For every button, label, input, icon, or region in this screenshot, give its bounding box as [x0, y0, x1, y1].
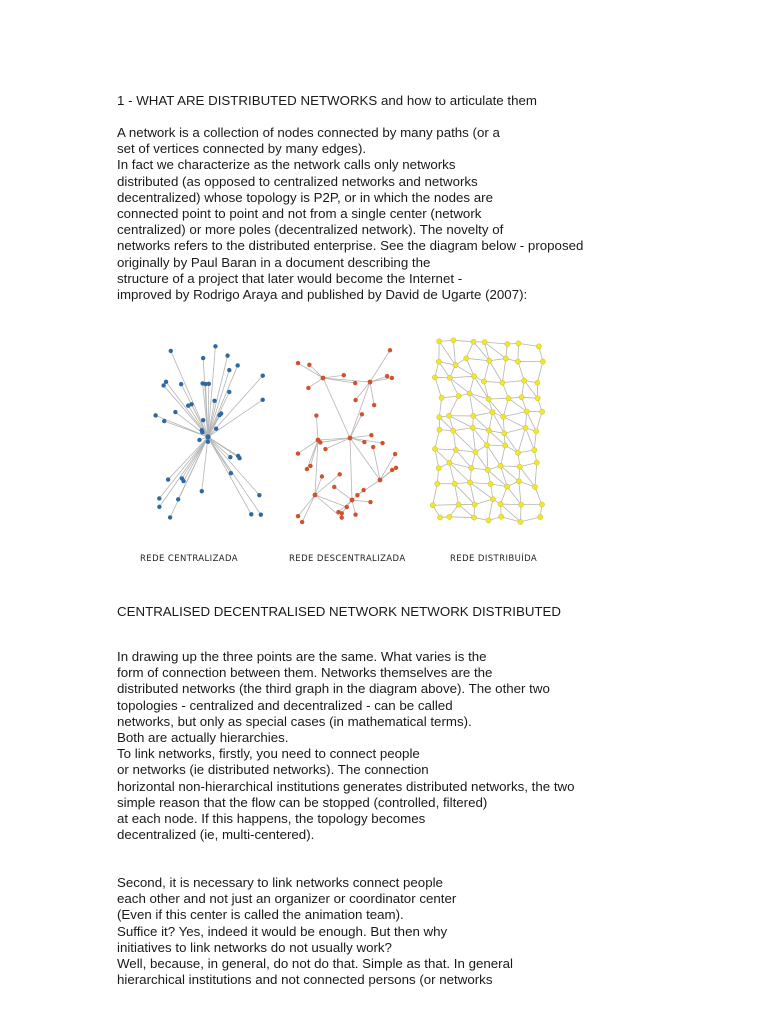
network-edge: [208, 437, 231, 473]
network-node: [353, 381, 357, 385]
network-node: [437, 427, 442, 432]
network-edge: [449, 463, 470, 483]
network-node: [360, 412, 364, 416]
network-node: [180, 476, 184, 480]
text-line: Well, because, in general, do not do that. Simple as that. In general: [117, 955, 513, 971]
network-edge: [487, 445, 488, 470]
network-node: [501, 414, 506, 419]
network-node: [518, 502, 523, 507]
network-node: [470, 425, 475, 430]
label-centralized: REDE CENTRALIZADA: [140, 554, 239, 564]
network-node: [168, 515, 172, 519]
network-node: [340, 515, 344, 519]
figure-caption: CENTRALISED DECENTRALISED NETWORK NETWORK DISTRIBUTED: [117, 604, 562, 619]
network-node: [540, 359, 545, 364]
network-node: [453, 362, 458, 367]
network-node: [393, 452, 397, 456]
network-edge: [459, 505, 474, 518]
network-node: [430, 503, 435, 508]
network-edge: [489, 499, 493, 520]
network-node: [438, 515, 443, 520]
network-node: [498, 463, 503, 468]
network-edge: [485, 342, 508, 344]
network-node: [506, 396, 511, 401]
network-node: [336, 510, 340, 514]
network-edge: [503, 417, 525, 428]
network-edge: [475, 452, 487, 470]
text-line: topologies - centralized and decentralized - can be called: [117, 697, 453, 713]
text-line: set of vertices connected by many edges).: [117, 141, 367, 157]
network-node: [498, 501, 503, 506]
network-node: [436, 359, 441, 364]
network-node: [515, 450, 520, 455]
network-node: [516, 479, 521, 484]
network-edge: [208, 437, 238, 456]
network-node: [524, 409, 529, 414]
network-node: [394, 466, 398, 470]
network-node: [447, 413, 452, 418]
network-node: [313, 493, 318, 498]
network-node: [259, 512, 263, 516]
text-line: networks refers to the distributed enterprise. See the diagram below - proposed: [117, 238, 584, 254]
network-node: [452, 481, 457, 486]
network-edge: [308, 378, 323, 388]
network-edge: [350, 438, 352, 500]
network-edge: [323, 378, 350, 438]
network-node: [486, 518, 491, 523]
network-edge: [208, 437, 259, 495]
network-edge: [435, 449, 456, 450]
network-edge: [449, 416, 473, 428]
network-node: [503, 356, 508, 361]
network-edge: [473, 428, 487, 445]
text-line: decentralized) whose topology is P2P, or in which the nodes are: [117, 189, 493, 205]
network-node: [353, 398, 357, 402]
network-edge: [350, 382, 370, 438]
network-node: [447, 375, 452, 380]
network-node: [355, 493, 359, 497]
network-edge: [380, 454, 395, 480]
network-node: [471, 413, 476, 418]
network-node: [517, 464, 522, 469]
network-edge: [435, 377, 442, 397]
network-node: [236, 454, 240, 458]
network-node: [229, 471, 233, 475]
body-paragraph-2: [117, 875, 513, 988]
network-node: [345, 505, 349, 509]
network-node: [308, 464, 312, 468]
network-edge: [433, 505, 459, 506]
network-edge: [537, 362, 542, 383]
network-node: [369, 433, 373, 437]
network-edge: [518, 343, 538, 346]
text-line: distributed (as opposed to centralized networks and networks: [117, 173, 478, 189]
network-node: [502, 431, 507, 436]
network-node: [320, 474, 324, 478]
network-edge: [208, 400, 263, 437]
network-node: [214, 427, 218, 431]
text-line: connected point to point and not from a single center (network: [117, 205, 482, 221]
network-node: [169, 349, 173, 353]
network-node: [432, 446, 437, 451]
network-node: [362, 440, 366, 444]
network-node: [201, 356, 205, 360]
network-node: [503, 443, 508, 448]
text-line: at each node. If this happens, the topology becomes: [117, 810, 426, 826]
network-node: [490, 410, 495, 415]
network-edge: [502, 381, 524, 383]
network-node: [471, 339, 476, 344]
network-node: [157, 496, 161, 500]
network-node: [432, 375, 437, 380]
network-node: [227, 390, 231, 394]
network-node: [447, 514, 452, 519]
network-edge: [453, 340, 455, 365]
network-node: [166, 477, 170, 481]
network-node: [484, 443, 489, 448]
network-node: [316, 438, 321, 443]
network-edge: [536, 412, 542, 432]
network-node: [532, 448, 537, 453]
network-node: [186, 403, 190, 407]
network-node: [515, 359, 520, 364]
network-edge: [352, 500, 371, 502]
network-node: [451, 338, 456, 343]
network-node: [522, 378, 527, 383]
network-node: [212, 399, 216, 403]
text-line: centralized) or more poles (decentralized network). The novelty of: [117, 222, 504, 238]
network-node: [485, 467, 490, 472]
network-edge: [315, 495, 342, 518]
network-node: [342, 373, 346, 377]
network-edge: [208, 370, 229, 437]
network-node: [456, 502, 461, 507]
label-distributed: REDE DISTRIBUÍDA: [450, 554, 538, 564]
text-line: Second, it is necessary to link networks connect people: [117, 875, 443, 890]
section-heading: 1 - WHAT ARE DISTRIBUTED NETWORKS and how to articulate them: [117, 93, 537, 108]
network-edge: [502, 359, 505, 383]
network-node: [473, 450, 478, 455]
text-line: simple reason that the flow can be stopped (controlled, filtered): [117, 794, 488, 810]
network-node: [157, 505, 161, 509]
body-paragraph-1: [117, 649, 575, 843]
network-edge: [208, 437, 261, 515]
network-node: [162, 419, 166, 423]
network-edge: [323, 375, 344, 378]
network-edge: [439, 362, 450, 378]
network-edge: [350, 435, 371, 438]
network-edge: [489, 361, 502, 383]
network-node: [482, 340, 487, 345]
text-line: (Even if this center is called the animation team).: [117, 907, 404, 923]
text-line: To link networks, firstly, you need to connect people: [117, 746, 420, 762]
text-line: structure of a project that later would become the Internet -: [117, 270, 463, 286]
network-edge: [453, 340, 473, 341]
network-node: [307, 363, 311, 367]
network-topology-figure: [140, 330, 560, 575]
network-node: [390, 468, 394, 472]
network-node: [390, 376, 394, 380]
network-node: [535, 396, 540, 401]
network-edge: [525, 428, 534, 450]
network-node: [488, 481, 493, 486]
network-node: [164, 380, 168, 384]
network-node: [197, 438, 201, 442]
network-node: [203, 382, 207, 386]
network-edge: [453, 431, 456, 450]
network-node: [456, 393, 461, 398]
network-node: [464, 356, 469, 361]
network-node: [161, 383, 165, 387]
network-node: [205, 434, 210, 439]
network-edge: [475, 499, 493, 504]
network-node: [371, 445, 375, 449]
network-node: [372, 403, 376, 407]
text-line: A network is a collection of nodes connected by many paths (or a: [117, 125, 500, 140]
network-node: [539, 502, 544, 507]
network-node: [206, 440, 210, 444]
network-edge: [501, 466, 520, 467]
network-node: [516, 341, 521, 346]
text-line: In fact we characterize as the network calls only networks: [117, 157, 456, 173]
network-node: [435, 481, 440, 486]
network-edge: [370, 382, 374, 405]
network-edge: [466, 358, 489, 360]
network-edge: [449, 396, 458, 416]
network-node: [361, 488, 365, 492]
network-edge: [518, 428, 525, 453]
network-edge: [456, 450, 472, 468]
network-node: [201, 418, 205, 422]
network-edge: [503, 398, 508, 416]
network-edge: [501, 504, 521, 505]
network-node: [225, 353, 229, 357]
text-line: form of connection between them. Networks themselves are the: [117, 665, 493, 681]
network-node: [228, 455, 232, 459]
network-edge: [356, 382, 370, 400]
network-node: [439, 395, 444, 400]
network-edge: [450, 378, 470, 394]
network-node: [436, 466, 441, 471]
network-node: [447, 460, 452, 465]
network-node: [532, 484, 537, 489]
network-node: [305, 467, 309, 471]
network-node: [504, 484, 509, 489]
network-node: [300, 520, 304, 524]
network-node: [249, 512, 253, 516]
network-node: [261, 373, 265, 377]
network-edge: [159, 437, 208, 507]
network-node: [535, 380, 540, 385]
network-node: [487, 358, 492, 363]
text-line: initiatives to link networks do not usually work?: [117, 939, 392, 955]
network-node: [296, 361, 300, 365]
network-node: [534, 429, 539, 434]
network-node: [378, 478, 383, 483]
text-line: originally by Paul Baran in a document describing the: [117, 254, 431, 270]
text-line: Both are actually hierarchies.: [117, 729, 289, 745]
network-edge: [315, 495, 347, 507]
network-edge: [316, 416, 318, 440]
network-edge: [489, 398, 509, 399]
text-line: In drawing up the three points are the same. What varies is the: [117, 649, 487, 664]
network-edge: [453, 428, 472, 431]
network-node: [472, 502, 477, 507]
network-edge: [435, 430, 439, 449]
text-line: distributed networks (the third graph in the diagram above). The other two: [117, 681, 550, 697]
network-node: [350, 498, 355, 503]
network-node: [213, 344, 217, 348]
network-node: [219, 411, 223, 415]
network-edge: [208, 437, 251, 514]
network-node: [486, 428, 491, 433]
network-edge: [520, 517, 540, 522]
network-node: [173, 410, 177, 414]
network-node: [499, 514, 504, 519]
text-line: improved by Rodrigo Araya and published by David de Ugarte (2007):: [117, 286, 528, 302]
network-node: [338, 472, 342, 476]
network-node: [467, 391, 472, 396]
network-node: [469, 466, 474, 471]
text-line: networks, but only as special cases (in mathematical terms).: [117, 713, 472, 729]
network-node: [235, 363, 239, 367]
network-edge: [456, 450, 476, 452]
network-edge: [433, 484, 437, 506]
text-line: horizontal non-hierarchical institutions generates distributed networks, the two: [117, 778, 575, 794]
network-node: [451, 428, 456, 433]
network-node: [321, 376, 326, 381]
network-node: [437, 339, 442, 344]
network-edge: [519, 481, 521, 504]
network-edge: [484, 361, 489, 382]
network-node: [519, 395, 524, 400]
network-edge: [501, 445, 506, 465]
network-node: [471, 374, 476, 379]
label-decentralized: REDE DESCENTRALIZADA: [289, 554, 406, 564]
network-node: [518, 519, 523, 524]
network-node: [536, 344, 541, 349]
network-node: [332, 485, 336, 489]
network-node: [176, 497, 180, 501]
network-node: [490, 497, 495, 502]
network-node: [306, 386, 310, 390]
network-node: [481, 379, 486, 384]
network-node: [453, 447, 458, 452]
network-edge: [503, 412, 526, 417]
network-edge: [334, 487, 352, 500]
network-node: [200, 428, 204, 432]
network-node: [437, 415, 442, 420]
network-node: [486, 396, 491, 401]
network-node: [348, 436, 353, 441]
intro-paragraph: [117, 125, 583, 303]
network-edge: [507, 487, 521, 505]
network-node: [200, 489, 204, 493]
network-edge: [439, 398, 441, 417]
network-edge: [455, 484, 475, 505]
network-diagrams: [140, 330, 560, 550]
network-node: [179, 382, 183, 386]
network-node: [505, 341, 510, 346]
text-line: each other and not just an organizer or coordinator center: [117, 891, 457, 907]
network-edge: [470, 393, 474, 416]
network-edge: [473, 412, 492, 416]
network-edge: [450, 378, 459, 396]
network-edge: [450, 376, 474, 377]
network-node: [471, 515, 476, 520]
network-node: [467, 480, 472, 485]
network-edge: [518, 362, 524, 381]
network-edge: [504, 428, 525, 434]
network-node: [385, 374, 389, 378]
network-node: [261, 398, 265, 402]
text-line: hierarchical institutions and not connected persons (or networks: [117, 972, 493, 988]
network-node: [538, 514, 543, 519]
text-line: or networks (ie distributed networks). The connection: [117, 762, 429, 778]
network-node: [353, 512, 357, 516]
network-node: [380, 441, 384, 445]
network-edge: [535, 463, 537, 487]
network-node: [314, 413, 318, 417]
network-edge: [449, 517, 474, 518]
network-node: [388, 348, 392, 352]
network-node: [296, 451, 300, 455]
network-edge: [350, 414, 362, 438]
network-node: [534, 460, 539, 465]
network-node: [539, 409, 544, 414]
network-node: [523, 425, 528, 430]
network-node: [227, 368, 231, 372]
text-line: Suffice it? Yes, indeed it would be enough. But then why: [117, 923, 448, 939]
network-node: [153, 413, 157, 417]
network-edge: [487, 445, 501, 466]
network-node: [368, 380, 373, 385]
network-edge: [449, 463, 454, 484]
text-line: decentralized (ie, multi-centered).: [117, 827, 315, 843]
network-node: [368, 500, 372, 504]
network-node: [257, 493, 261, 497]
network-node: [296, 514, 300, 518]
network-edge: [473, 428, 476, 452]
network-edge: [470, 482, 491, 484]
network-node: [500, 380, 505, 385]
network-node: [323, 447, 327, 451]
